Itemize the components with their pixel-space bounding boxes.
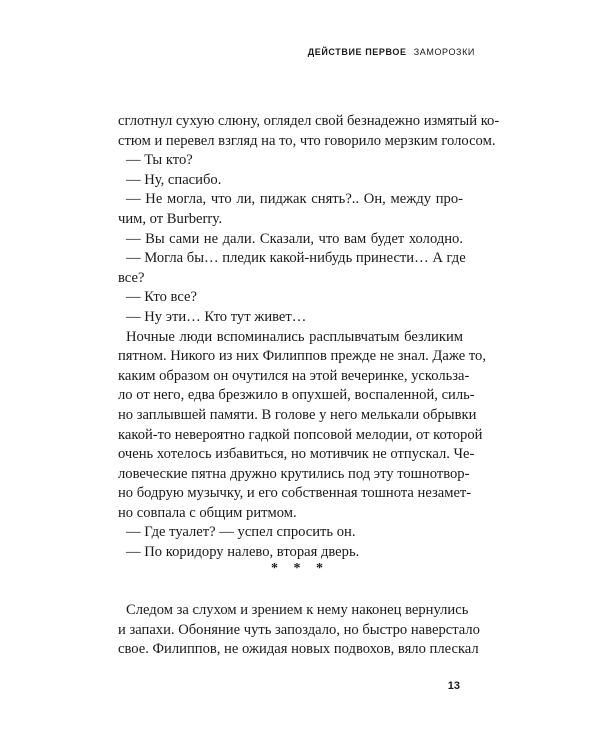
- text-line: — По коридору налево, вторая дверь.: [126, 544, 360, 561]
- text-line: — Ну эти… Кто тут живет…: [126, 308, 307, 325]
- text-line: стюм и перевел взгляд на то, что говорило мерзким голосом.: [118, 132, 496, 149]
- text-line: все?: [118, 269, 145, 286]
- running-head: [308, 47, 475, 57]
- text-line: Ночные люди вспоминались расплывчатым безликим: [126, 328, 463, 345]
- body-text-continued: [118, 601, 480, 660]
- page-number: 13: [447, 680, 460, 692]
- text-line: очень хотелось избавиться, но мотивчик не отпускал. Че-: [118, 446, 475, 463]
- text-line: каким образом он очутился на этой вечеринке, ускольза-: [118, 367, 470, 384]
- text-line: — Не могла, что ли, пиджак снять?.. Он, между про-: [126, 191, 463, 208]
- text-line: ло от него, едва брезжило в опухшей, воспаленной, силь-: [118, 387, 475, 404]
- text-line: — Могла бы… пледик какой-нибудь принести… А где: [126, 250, 466, 267]
- text-line: чим, от Burberry.: [118, 210, 223, 227]
- body-text: [118, 112, 500, 563]
- text-line: Следом за слухом и зрением к нему наконец вернулись: [126, 602, 469, 618]
- text-line: пятном. Никого из них Филиппов прежде не знал. Даже то,: [118, 348, 486, 365]
- text-line: — Вы сами не дали. Сказали, что вам будет холодно.: [126, 230, 463, 247]
- text-line: и запахи. Обоняние чуть запоздало, но быстро наверстало: [118, 621, 480, 638]
- text-line: свое. Филиппов, не ожидая новых подвохов, вяло плескал: [118, 641, 479, 658]
- text-line: какой-то невероятно гадкой попсовой мелодии, от которой: [118, 426, 483, 443]
- text-line: но совпала с общим ритмом.: [118, 504, 297, 521]
- text-line: — Ну, спасибо.: [126, 171, 222, 188]
- text-line: — Где туалет? — успел спросить он.: [126, 524, 356, 541]
- running-head-chapter: ЗАМОРОЗКИ: [413, 47, 475, 57]
- text-line: — Кто все?: [126, 289, 197, 306]
- section-separator: * * *: [271, 561, 329, 576]
- text-line: ловеческие пятна дружно крутились под эту тошнотвор-: [118, 465, 470, 482]
- text-line: — Ты кто?: [126, 152, 193, 169]
- text-line: но заплывшей памяти. В голове у него мелькали обрывки: [118, 406, 477, 423]
- running-head-act: ДЕЙСТВИЕ ПЕРВОЕ: [307, 47, 407, 57]
- text-line: сглотнул сухую слюну, оглядел свой безнадежно измятый ко-: [118, 113, 500, 129]
- text-line: но бодрую музычку, и его собственная тошнота незамет-: [118, 485, 472, 502]
